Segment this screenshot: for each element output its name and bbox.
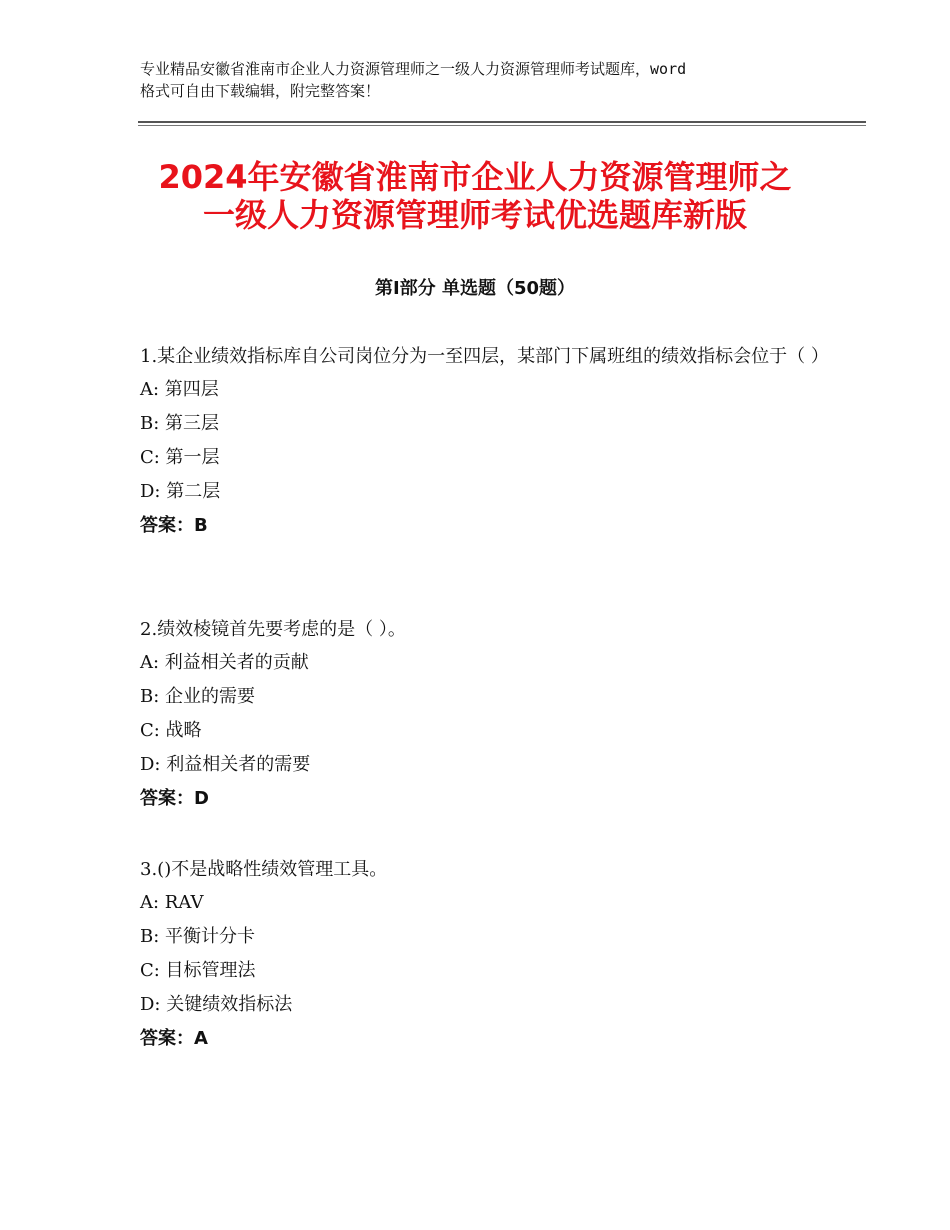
- option-d: D: 利益相关者的需要: [140, 754, 311, 775]
- question-2: [140, 613, 830, 816]
- question-text: 2.绩效棱镜首先要考虑的是（ ）。: [140, 619, 406, 640]
- header-note-line-2: 格式可自由下载编辑，附完整答案！: [140, 82, 381, 100]
- answer: 答案：B: [140, 515, 208, 536]
- option-a: A: 第四层: [140, 379, 219, 400]
- option-b: B: 第三层: [140, 413, 220, 434]
- question-text: 3.()不是战略性绩效管理工具。: [140, 859, 388, 880]
- option-d: D: 第二层: [140, 481, 221, 502]
- option-d: D: 关键绩效指标法: [140, 994, 293, 1015]
- question-1: [140, 340, 830, 543]
- option-a: A: 利益相关者的贡献: [140, 652, 309, 673]
- question-text: 1.某企业绩效指标库自公司岗位分为一至四层，某部门下属班组的绩效指标会位于（ ）: [140, 346, 829, 367]
- header-divider-thick: [138, 121, 866, 123]
- document-title: [60, 158, 890, 234]
- question-3: [140, 853, 830, 1056]
- option-c: C: 目标管理法: [140, 960, 256, 981]
- header-divider-thin: [138, 125, 866, 126]
- answer: 答案：A: [140, 1028, 208, 1049]
- header-note-line-1: 专业精品安徽省淮南市企业人力资源管理师之一级人力资源管理师考试题库，word: [140, 60, 687, 78]
- option-b: B: 平衡计分卡: [140, 926, 256, 947]
- option-b: B: 企业的需要: [140, 686, 256, 707]
- document-title-line-1: 2024年安徽省淮南市企业人力资源管理师之: [158, 158, 792, 196]
- section-title: 第Ⅰ部分 单选题（50题）: [374, 278, 575, 299]
- option-c: C: 第一层: [140, 447, 220, 468]
- document-title-line-2: 一级人力资源管理师考试优选题库新版: [202, 196, 747, 234]
- option-a: A: RAV: [140, 892, 204, 913]
- answer: 答案：D: [140, 788, 209, 809]
- option-c: C: 战略: [140, 720, 202, 741]
- header-note: [140, 58, 820, 102]
